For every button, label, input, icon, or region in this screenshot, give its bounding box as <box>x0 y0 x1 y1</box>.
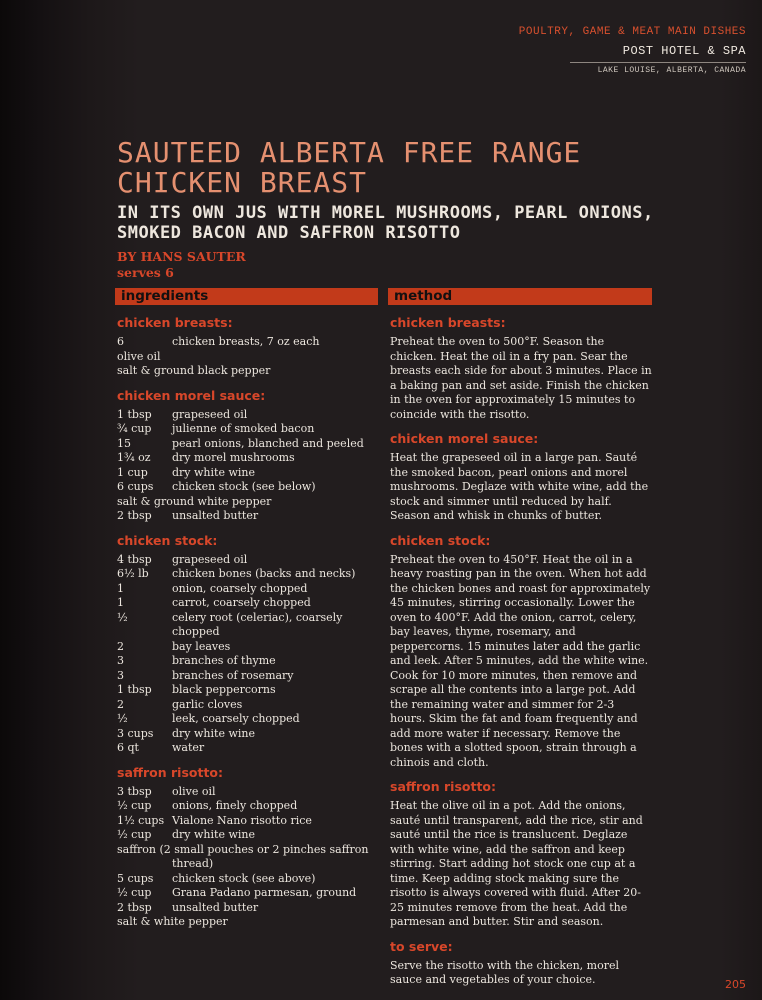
ingredient-section <box>117 314 382 379</box>
ingredient-quantity: ½ cup <box>117 828 152 841</box>
ingredient-row <box>117 451 382 466</box>
method-header-bar: method <box>388 288 652 305</box>
method-step-text: Preheat the oven to 500°F. Season the chicken. Heat the oil in a fry pan. Sear the breasts each side for about 3 minutes. Place in a baking pan and set aside. Finish the chicken in the oven for approximately 15 minutes to coincide with the risotto. <box>390 335 652 421</box>
ingredient-name: onion, coarsely chopped <box>172 581 308 595</box>
ingredient-name: celery root (celeriac), coarsely chopped <box>172 610 343 638</box>
ingredient-name: leek, coarsely chopped <box>172 712 300 725</box>
ingredient-name: Vialone Nano risotto rice <box>172 813 312 827</box>
recipe-title: SAUTEED ALBERTA FREE RANGE CHICKEN BREAST <box>117 136 582 199</box>
method-section <box>390 938 652 988</box>
method-section-heading: chicken stock: <box>390 532 491 548</box>
ingredient-name: onions, finely chopped <box>172 799 298 812</box>
ingredient-name: black peppercorns <box>172 683 276 696</box>
ingredient-row <box>117 596 382 611</box>
ingredient-row: salt & ground black pepper <box>117 364 271 377</box>
method-section <box>390 532 652 771</box>
section-header: POULTRY, GAME & MEAT MAIN DISHES <box>518 26 746 38</box>
ingredient-name: unsalted butter <box>172 509 259 522</box>
ingredient-name: garlic cloves <box>172 697 243 711</box>
ingredient-quantity: ½ <box>117 712 128 725</box>
ingredient-row: saffron (2 small pouches or 2 pinches saffron thread) <box>117 842 369 870</box>
page-number: 205 <box>725 978 746 991</box>
ingredient-quantity: 4 tbsp <box>117 552 152 566</box>
ingredient-name: branches of rosemary <box>172 668 294 682</box>
ingredient-row <box>117 727 382 742</box>
ingredient-quantity: 1½ cups <box>117 813 165 827</box>
ingredient-quantity: 1 <box>117 581 124 595</box>
ingredient-quantity: 1 cup <box>117 465 148 479</box>
method-step-text: Preheat the oven to 450°F. Heat the oil in a heavy roasting pan in the oven. When hot add the chicken bones and roast for approximately 45 minutes, stirring occasionally. Lower the oven to 400°F. Add the onion, carrot, celery, bay leaves, thyme, rosemary, and peppercorns. 15 minutes later add the garlic and leek. After 5 minutes, add the white wine. Cook for 10 more minutes, then remove and scrape all the contents into a large pot. Add the remaining water and simmer for 2-3 hours. Skim the fat and foam frequently and add more water if necessary. Remove the bones with a slotted spoon, strain through a chinois and cloth. <box>390 552 651 769</box>
ingredient-name: unsalted butter <box>172 900 259 914</box>
ingredient-quantity: 6 <box>117 335 124 348</box>
ingredient-quantity: 3 cups <box>117 726 154 740</box>
ingredient-row: salt & ground white pepper <box>117 494 272 508</box>
recipe-author: BY HANS SAUTER <box>117 249 246 264</box>
ingredient-name: branches of thyme <box>172 654 276 667</box>
ingredient-name: chicken breasts, 7 oz each <box>172 335 320 348</box>
ingredient-name: dry morel mushrooms <box>172 451 295 464</box>
ingredient-row <box>117 408 382 423</box>
ingredient-quantity: 3 <box>117 654 124 667</box>
ingredient-row: olive oil <box>117 349 161 363</box>
ingredient-quantity: 6 qt <box>117 741 139 754</box>
ingredient-row <box>117 872 382 887</box>
ingredient-quantity: 1 tbsp <box>117 683 152 696</box>
ingredient-name: chicken stock (see above) <box>172 871 316 885</box>
ingredient-row <box>117 466 382 481</box>
recipe-subtitle: IN ITS OWN JUS WITH MOREL MUSHROOMS, PEARL ONIONS, SMOKED BACON AND SAFFRON RISOTTO <box>117 203 654 243</box>
ingredient-row <box>117 611 382 640</box>
ingredient-row <box>117 901 382 916</box>
ingredient-row <box>117 828 382 843</box>
ingredient-section-heading: chicken morel sauce: <box>117 387 266 403</box>
ingredient-quantity: 2 tbsp <box>117 900 152 914</box>
ingredient-name: grapeseed oil <box>172 407 248 421</box>
hotel-name: POST HOTEL & SPA <box>622 44 746 58</box>
ingredient-quantity: 1 <box>117 596 124 609</box>
ingredient-row <box>117 509 382 524</box>
method-step-text: Heat the olive oil in a pot. Add the onions, sauté until transparent, add the rice, stir and sauté until the rice is translucent. Deglaze with white wine, add the saffron and keep stirring. Start adding hot stock one cup at a time. Keep adding stock making sure the risotto is always covered with fluid. After 20-25 minutes remove from the heat. Add the parmesan and butter. Stir and season. <box>390 799 643 928</box>
ingredient-quantity: 1 tbsp <box>117 407 152 421</box>
ingredient-row <box>117 799 382 814</box>
method-section-heading: saffron risotto: <box>390 779 497 794</box>
ingredient-row <box>117 712 382 727</box>
ingredient-name: water <box>172 741 205 754</box>
ingredient-row <box>117 335 382 350</box>
method-section-heading: chicken morel sauce: <box>390 431 539 446</box>
method-section <box>390 314 652 422</box>
ingredient-row <box>117 669 382 684</box>
ingredient-row <box>117 553 382 568</box>
method-step-text: Serve the risotto with the chicken, morel sauce and vegetables of your choice. <box>390 958 620 986</box>
method-section <box>390 430 652 524</box>
ingredient-row <box>117 437 382 452</box>
ingredient-section-heading: chicken stock: <box>117 532 218 548</box>
ingredient-name: chicken stock (see below) <box>172 480 316 493</box>
ingredient-name: julienne of smoked bacon <box>172 422 315 435</box>
ingredient-row <box>117 741 382 756</box>
ingredient-row <box>117 480 382 495</box>
ingredient-name: pearl onions, blanched and peeled <box>172 436 364 450</box>
ingredient-section <box>117 764 382 930</box>
ingredient-quantity: ½ cup <box>117 799 152 812</box>
ingredient-name: chicken bones (backs and necks) <box>172 567 356 580</box>
hotel-location: LAKE LOUISE, ALBERTA, CANADA <box>597 66 746 75</box>
ingredient-quantity: 15 <box>117 436 131 450</box>
ingredient-row <box>117 654 382 669</box>
ingredient-name: olive oil <box>172 784 216 798</box>
ingredient-name: dry white wine <box>172 465 255 479</box>
ingredient-quantity: ½ cup <box>117 886 152 899</box>
method-section <box>390 778 652 930</box>
ingredient-quantity: ¾ cup <box>117 422 152 435</box>
header-divider <box>570 62 746 63</box>
ingredient-row <box>117 567 382 582</box>
ingredient-quantity: 2 tbsp <box>117 509 152 522</box>
recipe-servings: serves 6 <box>117 265 174 280</box>
ingredient-quantity: 2 <box>117 639 124 653</box>
ingredient-quantity: 1¾ oz <box>117 451 151 464</box>
method-section-heading: chicken breasts: <box>390 315 506 330</box>
ingredient-name: bay leaves <box>172 639 231 653</box>
ingredient-quantity: 6½ lb <box>117 567 149 580</box>
ingredients-header-bar: ingredients <box>115 288 378 305</box>
method-section-heading: to serve: <box>390 938 453 954</box>
ingredient-section-heading: saffron risotto: <box>117 764 224 780</box>
method-column <box>390 314 652 988</box>
ingredient-name: Grana Padano parmesan, ground <box>172 886 357 899</box>
ingredient-quantity: 2 <box>117 697 124 711</box>
ingredient-name: dry white wine <box>172 828 255 841</box>
ingredient-row <box>117 683 382 698</box>
ingredient-name: dry white wine <box>172 726 255 740</box>
ingredient-section-heading: chicken breasts: <box>117 315 233 330</box>
ingredient-row <box>117 785 382 800</box>
ingredient-quantity: 5 cups <box>117 871 154 885</box>
ingredient-row <box>117 886 382 901</box>
ingredient-quantity: ½ <box>117 610 128 624</box>
ingredient-row <box>117 814 382 829</box>
ingredient-quantity: 6 cups <box>117 480 154 493</box>
ingredient-row <box>117 640 382 655</box>
ingredient-row <box>117 698 382 713</box>
ingredient-row <box>117 582 382 597</box>
ingredient-row <box>117 422 382 437</box>
ingredient-section <box>117 387 382 524</box>
ingredient-quantity: 3 <box>117 668 124 682</box>
method-step-text: Heat the grapeseed oil in a large pan. Sauté the smoked bacon, pearl onions and morel mushrooms. Deglaze with white wine, add the stock and simmer until reduced by half. Season and whisk in chunks of butter. <box>390 451 649 522</box>
ingredient-section <box>117 532 382 756</box>
ingredient-name: carrot, coarsely chopped <box>172 596 311 609</box>
ingredients-column <box>117 314 382 930</box>
ingredient-row: salt & white pepper <box>117 915 228 928</box>
ingredient-quantity: 3 tbsp <box>117 784 152 798</box>
ingredient-name: grapeseed oil <box>172 552 248 566</box>
